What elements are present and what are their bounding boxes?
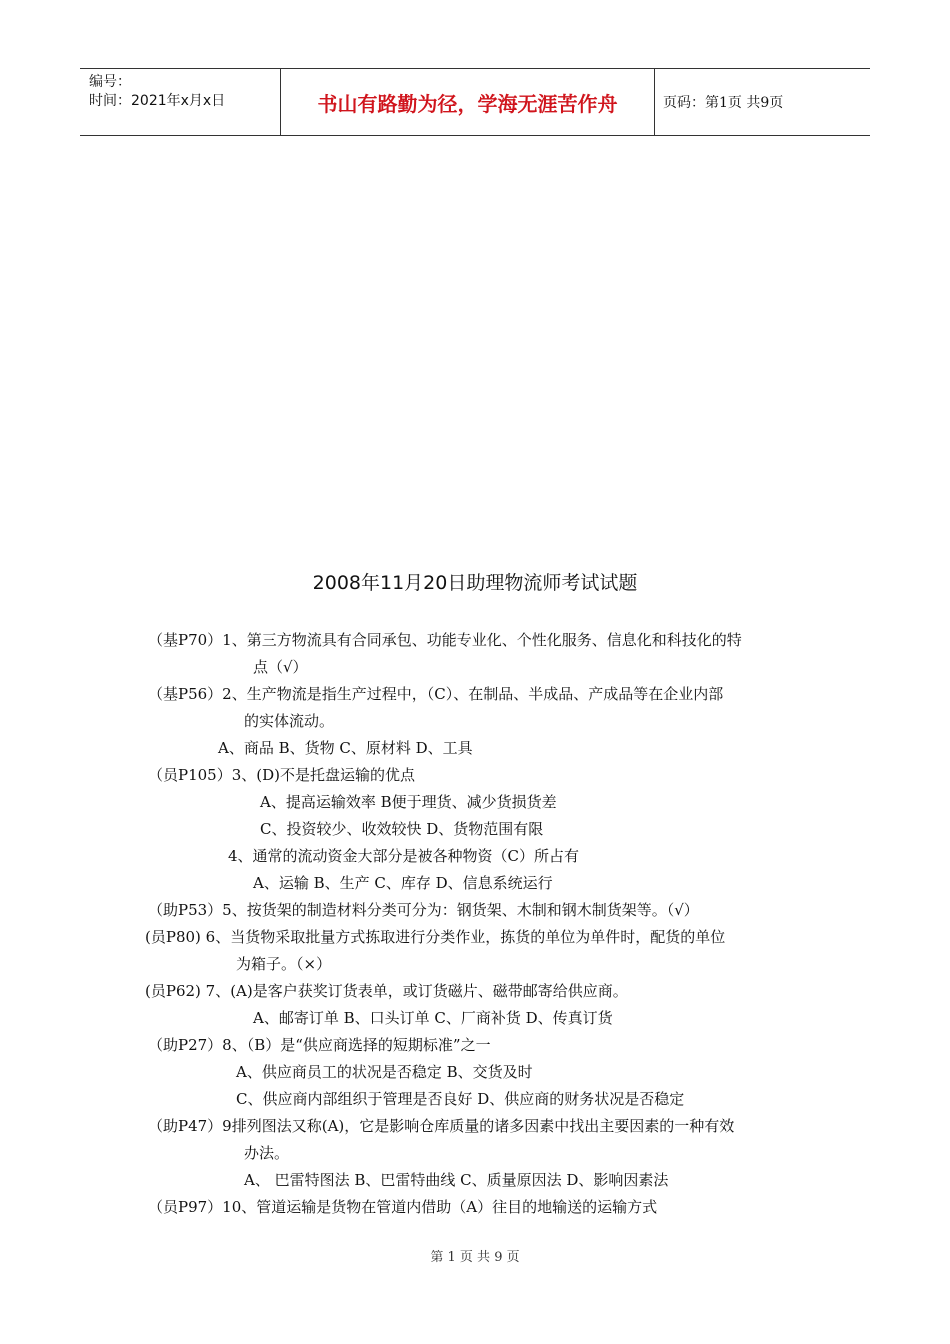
question-1-line-2: 点（√）: [253, 658, 308, 676]
question-3-options-1: A、提高运输效率 B便于理货、减少货损货差: [260, 793, 557, 811]
question-5: （助P53）5、按货架的制造材料分类可分为：钢货架、木制和钢木制货架等。（√）: [148, 901, 699, 919]
question-8-options-1: A、供应商员工的状况是否稳定 B、交货及时: [236, 1063, 533, 1081]
question-4-options: A、运输 B、生产 C、库存 D、信息系统运行: [253, 874, 553, 892]
question-2-line-2: 的实体流动。: [244, 712, 335, 730]
question-9-line-2: 办法。: [244, 1144, 290, 1162]
question-8: （助P27）8、（B）是“供应商选择的短期标准”之一: [148, 1036, 491, 1054]
question-7-options: A、邮寄订单 B、口头订单 C、厂商补货 D、传真订货: [253, 1009, 613, 1027]
question-9-options: A、 巴雷特图法 B、巴雷特曲线 C、质量原因法 D、影响因素法: [244, 1171, 669, 1189]
question-6-line-1: (员P80) 6、当货物采取批量方式拣取进行分类作业，拣货的单位为单件时，配货的单位: [145, 928, 726, 946]
question-4: 4、通常的流动资金大部分是被各种物资（C）所占有: [228, 847, 580, 865]
question-10: （员P97）10、管道运输是货物在管道内借助（A）往目的地输送的运输方式: [148, 1198, 658, 1216]
question-2-options: A、商品 B、货物 C、原材料 D、工具: [218, 739, 473, 757]
question-7: (员P62) 7、(A)是客户获奖订货表单，或订货磁片、磁带邮寄给供应商。: [145, 982, 628, 1000]
header-info: [80, 69, 281, 135]
document-number-label: 编号：: [89, 74, 131, 90]
page-footer: 第 1 页 共 9 页: [430, 1250, 520, 1265]
header-motto: 书山有路勤为径，学海无涯苦作舟: [281, 69, 655, 135]
document-time-label: 时间：2021年x月x日: [89, 93, 226, 109]
question-3-options-2: C、投资较少、收效较快 D、货物范围有限: [260, 820, 544, 838]
question-8-options-2: C、供应商内部组织于管理是否良好 D、供应商的财务状况是否稳定: [236, 1090, 685, 1108]
page-header: [80, 68, 870, 136]
header-page-info: 页码：第1页 共9页: [663, 95, 784, 111]
question-2-line-1: （基P56）2、生产物流是指生产过程中，（C）、在制品、半成品、产成品等在企业内部: [148, 685, 724, 703]
question-1-line-1: （基P70）1、第三方物流具有合同承包、功能专业化、个性化服务、信息化和科技化的特: [148, 631, 742, 649]
question-9-line-1: （助P47）9排列图法又称(A)，它是影响仓库质量的诸多因素中找出主要因素的一种有效: [148, 1117, 735, 1135]
document-title: 2008年11月20日助理物流师考试试题: [312, 572, 638, 594]
question-6-line-2: 为箱子。（×）: [236, 955, 332, 973]
question-3: （员P105）3、(D)不是托盘运输的优点: [148, 766, 415, 784]
